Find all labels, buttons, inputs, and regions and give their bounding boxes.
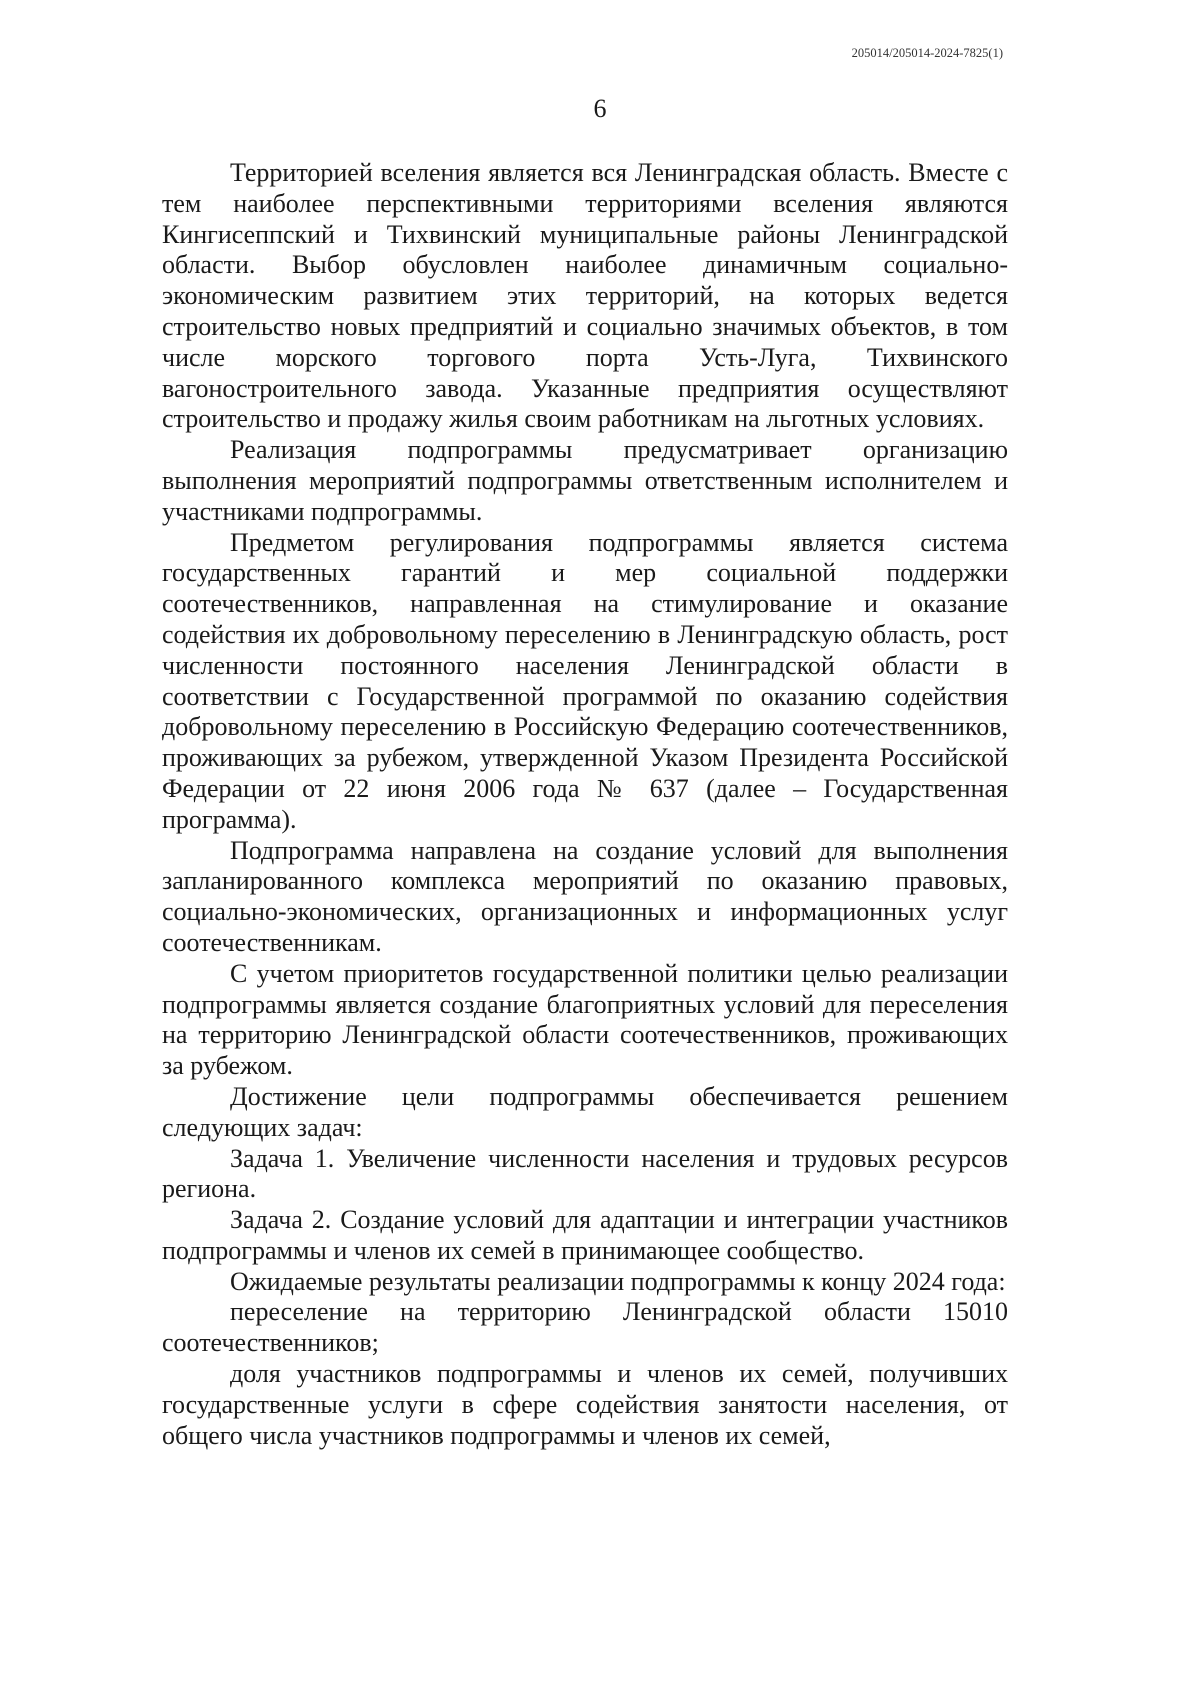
paragraph-regulation-subject: Предметом регулирования подпрограммы является система государственных гарантий и мер социальной поддержки соотечественников, направленная на стимулирование и оказание содействия их добровольному переселению в Ленинградскую область, рост численности постоянного населения Ленинградской области в соответствии с Государственной программой по оказанию содействия добровольному переселению в Российскую Федерацию соотечественников, проживающих за рубежом, утвержденной Указом Президента Российской Федерации от 22 июня 2006 года № 637 (далее – Государственная программа). bbox=[162, 527, 1008, 834]
paragraph-goal: С учетом приоритетов государственной политики целью реализации подпрограммы является создание благоприятных условий для переселения на территорию Ленинградской области соотечественников, проживающих за рубежом. bbox=[162, 958, 1008, 1081]
page-number: 6 bbox=[593, 94, 607, 123]
paragraph-result-resettlement: переселение на территорию Ленинградской области 15010 соотечественников; bbox=[162, 1297, 1008, 1358]
paragraph-subprogram-direction: Подпрограмма направлена на создание условий для выполнения запланированного комплекса мероприятий по оказанию правовых, социально-экономических, организационных и информационных услуг соотечественникам. bbox=[162, 835, 1008, 957]
paragraph-implementation: Реализация подпрограммы предусматривает организацию выполнения мероприятий подпрограммы ответственным исполнителем и участниками подпрограммы. bbox=[162, 435, 1008, 526]
paragraph-result-employment-share: доля участников подпрограммы и членов их семей, получивших государственные услуги в сфере содействия занятости населения, от общего числа участников подпрограммы и членов их семей, bbox=[162, 1359, 1008, 1450]
paragraph-expected-results: Ожидаемые результаты реализации подпрограммы к концу 2024 года: bbox=[230, 1266, 1006, 1296]
document-registration-number: 205014/205014-2024-7825(1) bbox=[851, 46, 1003, 60]
paragraph-tasks-intro: Достижение цели подпрограммы обеспечивается решением следующих задач: bbox=[162, 1081, 1008, 1142]
paragraph-task-2: Задача 2. Создание условий для адаптации и интеграции участников подпрограммы и членов их семей в принимающее сообщество. bbox=[162, 1205, 1008, 1265]
document-body bbox=[162, 158, 1008, 1451]
paragraph-territory: Территорией вселения является вся Ленинградская область. Вместе с тем наиболее перспективными территориями вселения являются Кингисеппский и Тихвинский муниципальные районы Ленинградской области. Выбор обусловлен наиболее динамичным социально-экономическим развитием этих территорий, на которых ведется строительство новых предприятий и социально значимых объектов, в том числе морского торгового порта Усть-Луга, Тихвинского вагоностроительного завода. Указанные предприятия осуществляют строительство и продажу жилья своим работникам на льготных условиях. bbox=[162, 158, 1008, 434]
paragraph-task-1: Задача 1. Увеличение численности населения и трудовых ресурсов региона. bbox=[162, 1143, 1008, 1204]
